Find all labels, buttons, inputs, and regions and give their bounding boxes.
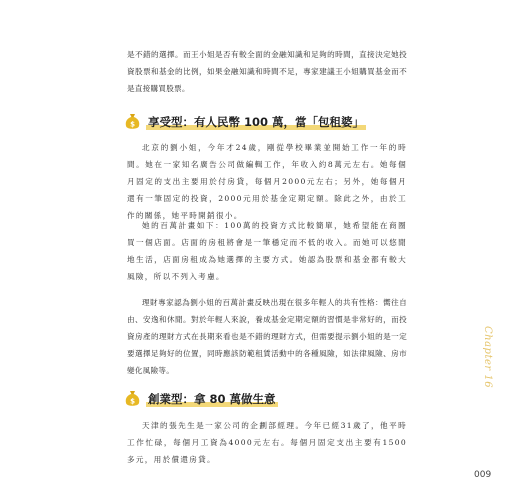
- svg-text:$: $: [130, 397, 135, 406]
- section1-paragraph-3: 理財專家認為劉小姐的百萬計畫反映出現在很多年輕人的共有性格：嚮往自由、安逸和休閒。對於年輕人來說，養成基金定期定額的習慣是非常好的，而投資房產的理財方式在長期來看也是不錯的理財方式，但需要提示劉小姐的是一定要選擇足夠好的位置，同時應該防範租賃活動中的各種風險，如法律風險、房市變化風險等。: [127, 298, 407, 375]
- chapter-side-label: Chapter 16: [482, 326, 493, 389]
- section-heading-startup: [125, 390, 278, 407]
- section-heading-enjoyment: [125, 113, 366, 130]
- section-heading-text: 享受型：有人民幣 100 萬，當「包租婆」: [148, 114, 365, 129]
- money-bag-icon: [125, 390, 140, 407]
- intro-paragraph: 是不錯的選擇。而王小姐是否有較全面的金融知識和足夠的時間，直接決定她投資股票和基金的比例，如果金融知識和時間不足，專家建議王小姐購買基金而不是直接購買股票。: [127, 50, 407, 93]
- svg-text:$: $: [130, 120, 135, 129]
- money-bag-icon: [125, 113, 140, 130]
- section1-paragraph-2: 她的百萬計畫如下：100萬的投資方式比較簡單，她希望能在商圈買一個店面。店面的房租將會是一筆穩定而不低的收入。而她可以悠閒地生活，店面房租成為她選擇的主要方式。她認為股票和基金都有較大風險，所以不列入考慮。: [127, 221, 407, 281]
- page-number: 009: [474, 470, 492, 480]
- section2-paragraph-1: 天津的張先生是一家公司的企劃部經理。今年已經31歲了，他平時工作忙碌，每個月工資為4000元左右。每個月固定支出主要有1500多元，用於償還房貸。: [127, 421, 407, 464]
- section1-paragraph-1: 北京的劉小姐，今年才24歲，剛從學校畢業並開始工作一年的時間。她在一家知名廣告公司做編輯工作，年收入約8萬元左右。她每個月固定的支出主要用於付房貸，每個月2000元左右；另外，她每個月還有一筆固定的投資，2000元用於基金定期定額。除此之外，由於工作的關係，她平時開銷很小。: [127, 143, 407, 220]
- section-heading-text: 創業型：拿 80 萬做生意: [148, 391, 276, 406]
